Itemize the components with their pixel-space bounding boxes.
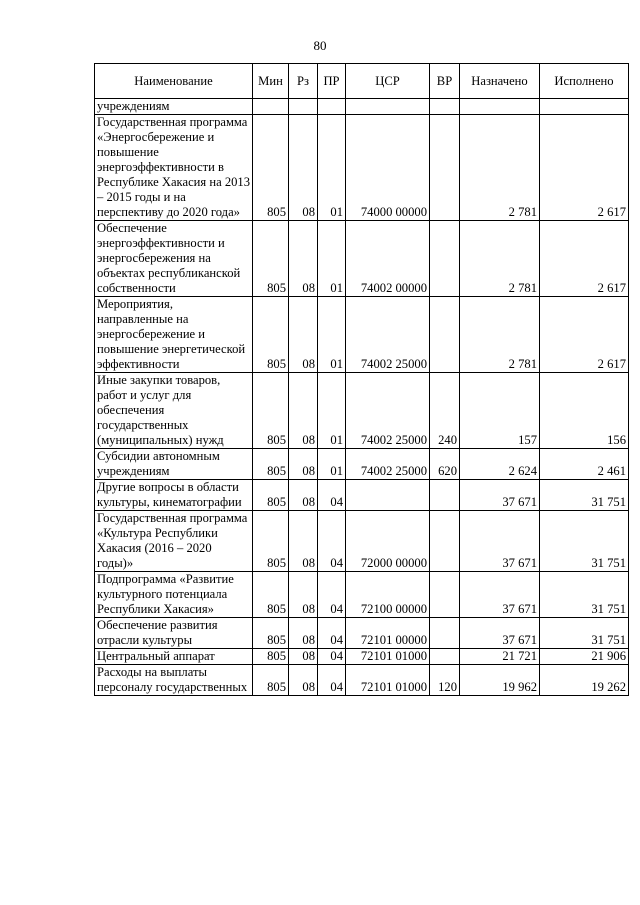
table-row [95, 373, 629, 449]
cell-pr: 01 [318, 221, 346, 297]
header-rz: Рз [289, 64, 318, 99]
cell-pr: 04 [318, 480, 346, 511]
cell-executed: 156 [540, 373, 629, 449]
cell-assigned: 2 781 [460, 297, 540, 373]
cell-rz [289, 99, 318, 115]
cell-executed: 31 751 [540, 480, 629, 511]
cell-vr: 240 [430, 373, 460, 449]
cell-assigned: 37 671 [460, 511, 540, 572]
cell-csr: 72101 00000 [346, 618, 430, 649]
header-csr: ЦСР [346, 64, 430, 99]
header-name: Наименование [95, 64, 253, 99]
cell-rz: 08 [289, 373, 318, 449]
cell-min: 805 [253, 480, 289, 511]
cell-pr: 01 [318, 297, 346, 373]
cell-assigned: 2 624 [460, 449, 540, 480]
cell-csr: 74002 25000 [346, 449, 430, 480]
header-assigned: Назначено [460, 64, 540, 99]
cell-executed: 2 617 [540, 115, 629, 221]
cell-csr: 74000 00000 [346, 115, 430, 221]
cell-vr: 120 [430, 665, 460, 696]
cell-csr [346, 99, 430, 115]
cell-csr [346, 480, 430, 511]
cell-vr [430, 649, 460, 665]
cell-pr: 01 [318, 373, 346, 449]
cell-name: учреждениям [95, 99, 253, 115]
cell-assigned: 37 671 [460, 480, 540, 511]
cell-vr [430, 115, 460, 221]
cell-csr: 72101 01000 [346, 649, 430, 665]
table-row [95, 221, 629, 297]
cell-pr [318, 99, 346, 115]
cell-name: Мероприятия, направленные на энергосбережение и повышение энергетической эффективности [95, 297, 253, 373]
table-row [95, 618, 629, 649]
cell-assigned [460, 99, 540, 115]
cell-min: 805 [253, 373, 289, 449]
budget-table [94, 63, 629, 696]
table-row [95, 511, 629, 572]
cell-min: 805 [253, 511, 289, 572]
table-row [95, 297, 629, 373]
table-row [95, 480, 629, 511]
cell-assigned: 37 671 [460, 618, 540, 649]
cell-rz: 08 [289, 572, 318, 618]
table-row [95, 115, 629, 221]
cell-assigned: 21 721 [460, 649, 540, 665]
table-header-row [95, 64, 629, 99]
cell-rz: 08 [289, 649, 318, 665]
cell-name: Государственная программа «Культура Республики Хакасия (2016 – 2020 годы)» [95, 511, 253, 572]
cell-pr: 04 [318, 665, 346, 696]
cell-min: 805 [253, 572, 289, 618]
cell-min: 805 [253, 649, 289, 665]
cell-vr [430, 572, 460, 618]
cell-vr [430, 99, 460, 115]
cell-vr [430, 297, 460, 373]
cell-csr: 74002 25000 [346, 373, 430, 449]
cell-vr [430, 618, 460, 649]
header-executed: Исполнено [540, 64, 629, 99]
cell-csr: 74002 25000 [346, 297, 430, 373]
cell-executed: 2 617 [540, 297, 629, 373]
cell-rz: 08 [289, 297, 318, 373]
cell-vr [430, 480, 460, 511]
cell-csr: 72100 00000 [346, 572, 430, 618]
header-vr: ВР [430, 64, 460, 99]
table-row [95, 99, 629, 115]
cell-min: 805 [253, 115, 289, 221]
cell-assigned: 157 [460, 373, 540, 449]
cell-name: Подпрограмма «Развитие культурного потенциала Республики Хакасия» [95, 572, 253, 618]
cell-executed: 31 751 [540, 511, 629, 572]
cell-name: Субсидии автономным учреждениям [95, 449, 253, 480]
cell-min: 805 [253, 297, 289, 373]
cell-min: 805 [253, 618, 289, 649]
cell-rz: 08 [289, 665, 318, 696]
cell-pr: 01 [318, 449, 346, 480]
cell-pr: 04 [318, 618, 346, 649]
cell-executed: 19 262 [540, 665, 629, 696]
cell-csr: 74002 00000 [346, 221, 430, 297]
cell-pr: 04 [318, 649, 346, 665]
cell-vr: 620 [430, 449, 460, 480]
cell-name: Иные закупки товаров, работ и услуг для обеспечения государственных (муниципальных) нужд [95, 373, 253, 449]
cell-name: Обеспечение энергоэффективности и энергосбережения на объектах республиканской собственности [95, 221, 253, 297]
cell-executed: 2 461 [540, 449, 629, 480]
page-number: 80 [313, 38, 327, 53]
cell-executed: 21 906 [540, 649, 629, 665]
cell-name: Обеспечение развития отрасли культуры [95, 618, 253, 649]
header-min: Мин [253, 64, 289, 99]
cell-name: Другие вопросы в области культуры, кинематографии [95, 480, 253, 511]
cell-executed [540, 99, 629, 115]
cell-assigned: 37 671 [460, 572, 540, 618]
cell-min: 805 [253, 221, 289, 297]
cell-executed: 2 617 [540, 221, 629, 297]
cell-assigned: 19 962 [460, 665, 540, 696]
cell-executed: 31 751 [540, 618, 629, 649]
cell-pr: 01 [318, 115, 346, 221]
cell-min [253, 99, 289, 115]
cell-min: 805 [253, 449, 289, 480]
cell-vr [430, 221, 460, 297]
cell-name: Центральный аппарат [95, 649, 253, 665]
table-row [95, 649, 629, 665]
cell-pr: 04 [318, 572, 346, 618]
cell-rz: 08 [289, 511, 318, 572]
cell-rz: 08 [289, 618, 318, 649]
cell-rz: 08 [289, 480, 318, 511]
cell-csr: 72101 01000 [346, 665, 430, 696]
table-row [95, 449, 629, 480]
table-row [95, 572, 629, 618]
cell-rz: 08 [289, 115, 318, 221]
cell-executed: 31 751 [540, 572, 629, 618]
header-pr: ПР [318, 64, 346, 99]
cell-pr: 04 [318, 511, 346, 572]
cell-rz: 08 [289, 449, 318, 480]
cell-name: Расходы на выплаты персоналу государственных [95, 665, 253, 696]
cell-min: 805 [253, 665, 289, 696]
table-row [95, 665, 629, 696]
cell-csr: 72000 00000 [346, 511, 430, 572]
cell-assigned: 2 781 [460, 221, 540, 297]
cell-rz: 08 [289, 221, 318, 297]
cell-vr [430, 511, 460, 572]
cell-assigned: 2 781 [460, 115, 540, 221]
cell-name: Государственная программа «Энергосбережение и повышение энергоэффективности в Республике Хакасия на 2013 – 2015 годы и на перспективу до 2020 года» [95, 115, 253, 221]
